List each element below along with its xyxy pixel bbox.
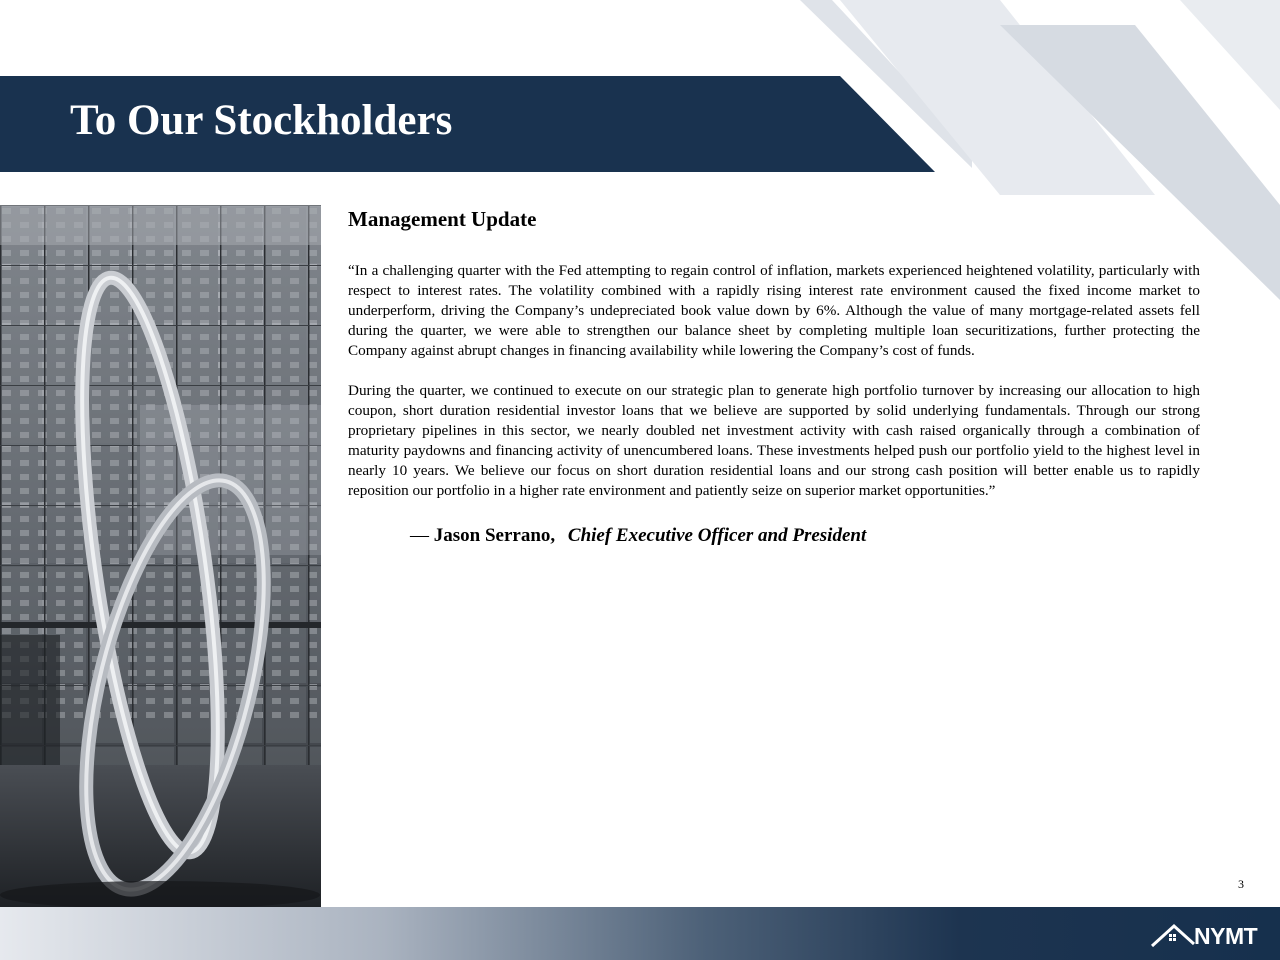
quote-attribution (410, 523, 1200, 549)
diagonal-stripe-4 (1180, 0, 1280, 110)
page-title: To Our Stockholders (70, 97, 453, 144)
page-number: 3 (1238, 877, 1244, 891)
footer-bar (0, 907, 1280, 960)
quote-paragraph-2: During the quarter, we continued to execute on our strategic plan to generate high portfolio turnover by increasing our allocation to high coupon, short duration residential investor loans that we believe are supported by solid underlying fundamentals. Through our strong proprietary pipelines in this sector, we nearly doubled net investment activity with cash raised organically through a combination of maturity paydowns and financing activity of unencumbered loans. These investments helped push our portfolio yield to the highest level in nearly 10 years. We believe our focus on short duration residential loans and our strong cash position will better enable us to rapidly reposition our portfolio in a higher rate environment and patiently seize on superior market opportunities.” (348, 382, 1200, 499)
section-heading: Management Update (348, 207, 537, 231)
attribution-role: Chief Executive Officer and President (567, 525, 867, 546)
quote-paragraph-1: “In a challenging quarter with the Fed attempting to regain control of inflation, markets experienced heightened volatility, particularly with respect to interest rates. The volatility combined with a rapidly rising interest rate environment caused the fixed income market to underperform, driving the Company’s undepreciated book value down by 6%. Although the value of many mortgage-related assets fell during the quarter, we were able to strengthen our balance sheet by completing multiple loan securitizations, further protecting the Company against abrupt changes in financing availability while lowering the Company’s cost of funds. (348, 262, 1200, 359)
house-roof-icon (1150, 918, 1196, 952)
nymt-logo (1150, 918, 1270, 952)
logo-text: NYMT (1194, 923, 1258, 949)
attribution-name: Jason Serrano, (433, 525, 556, 546)
management-update-section (348, 205, 1200, 549)
sculpture-photo (0, 205, 321, 907)
em-dash: — (410, 525, 429, 546)
